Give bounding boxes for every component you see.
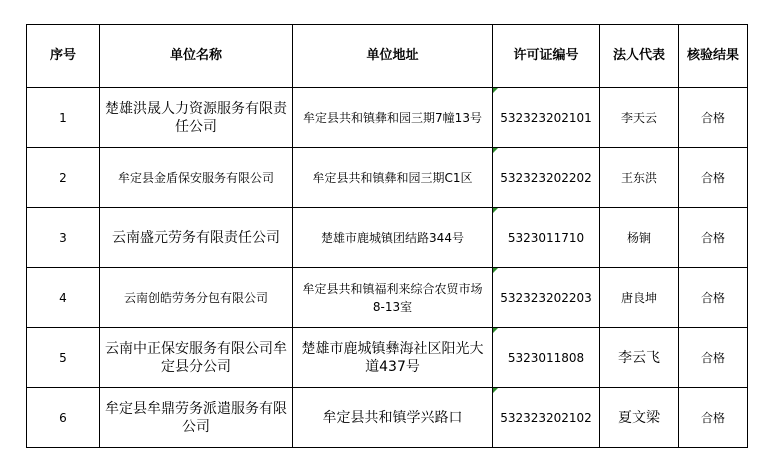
cell-unit-name: 楚雄洪晟人力资源服务有限责任公司	[100, 88, 293, 148]
cell-seq: 2	[27, 148, 100, 208]
cell-unit-address: 牟定县共和镇福利来综合农贸市场8-13室	[293, 268, 493, 328]
cell-seq: 6	[27, 388, 100, 448]
cell-result: 合格	[679, 208, 748, 268]
cell-result: 合格	[679, 88, 748, 148]
cell-result: 合格	[679, 148, 748, 208]
cell-legal-rep: 李天云	[600, 88, 679, 148]
cell-legal-rep: 王东洪	[600, 148, 679, 208]
cell-license-no: 532323202203	[493, 268, 600, 328]
cell-unit-name: 牟定县金盾保安服务有限公司	[100, 148, 293, 208]
header-legal-rep: 法人代表	[600, 25, 679, 88]
header-license-no: 许可证编号	[493, 25, 600, 88]
cell-license-no: 5323011808	[493, 328, 600, 388]
table-row	[27, 268, 748, 328]
table-row	[27, 208, 748, 268]
cell-unit-address: 牟定县共和镇彝和园三期7幢13号	[293, 88, 493, 148]
cell-unit-name: 云南中正保安服务有限公司牟定县分公司	[100, 328, 293, 388]
cell-legal-rep: 李云飞	[600, 328, 679, 388]
cell-license-no: 532323202102	[493, 388, 600, 448]
header-seq: 序号	[27, 25, 100, 88]
cell-result: 合格	[679, 268, 748, 328]
cell-result: 合格	[679, 388, 748, 448]
cell-unit-name: 云南创皓劳务分包有限公司	[100, 268, 293, 328]
header-row	[27, 25, 748, 88]
cell-unit-name: 云南盛元劳务有限责任公司	[100, 208, 293, 268]
cell-result: 合格	[679, 328, 748, 388]
table-row	[27, 148, 748, 208]
cell-unit-address: 牟定县共和镇彝和园三期C1区	[293, 148, 493, 208]
cell-legal-rep: 唐良坤	[600, 268, 679, 328]
cell-seq: 5	[27, 328, 100, 388]
cell-unit-name: 牟定县牟鼎劳务派遣服务有限公司	[100, 388, 293, 448]
table-row	[27, 388, 748, 448]
cell-license-no: 532323202101	[493, 88, 600, 148]
cell-license-no: 5323011710	[493, 208, 600, 268]
cell-seq: 1	[27, 88, 100, 148]
table-row	[27, 328, 748, 388]
verification-table	[26, 24, 748, 448]
cell-seq: 3	[27, 208, 100, 268]
table-row	[27, 88, 748, 148]
cell-unit-address: 牟定县共和镇学兴路口	[293, 388, 493, 448]
cell-unit-address: 楚雄市鹿城镇彝海社区阳光大道437号	[293, 328, 493, 388]
header-unit-address: 单位地址	[293, 25, 493, 88]
header-result: 核验结果	[679, 25, 748, 88]
cell-license-no: 532323202202	[493, 148, 600, 208]
cell-legal-rep: 夏文梁	[600, 388, 679, 448]
cell-legal-rep: 杨锏	[600, 208, 679, 268]
cell-unit-address: 楚雄市鹿城镇团结路344号	[293, 208, 493, 268]
cell-seq: 4	[27, 268, 100, 328]
header-unit-name: 单位名称	[100, 25, 293, 88]
